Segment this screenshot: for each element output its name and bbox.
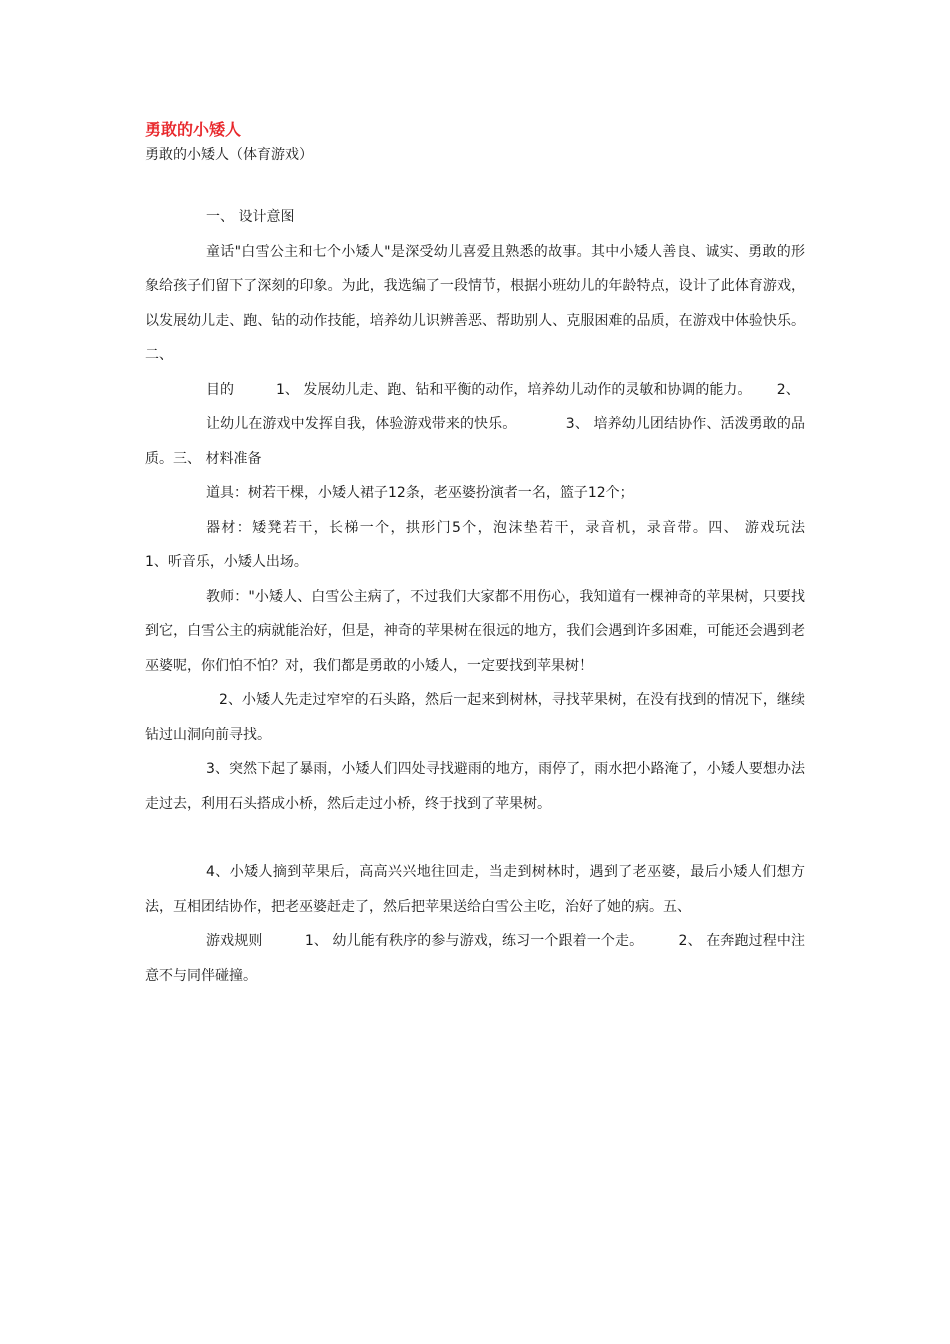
section-heading-design: 一、 设计意图 bbox=[206, 209, 295, 225]
document-title: 勇敢的小矮人 bbox=[145, 120, 242, 139]
paragraph-props: 道具：树若干棵，小矮人裙子12条，老巫婆扮演者一名，篮子12个； bbox=[206, 485, 634, 501]
paragraph-equipment: 器材：矮凳若干，长梯一个，拱形门5个，泡沫垫若干，录音机，录音带。四、 游戏玩法 1、听音乐，小矮人出场。 bbox=[145, 519, 838, 570]
paragraph-teacher-speech: 教师："小矮人、白雪公主病了，不过我们大家都不用伤心，我知道有一棵神奇的苹果树，只要找到它，白雪公主的病就能治好，但是，神奇的苹果树在很远的地方，我们会遇到许多困难，可能还会遇到老巫婆呢，你们怕不怕？对，我们都是勇敢的小矮人，一定要找到苹果树！ bbox=[145, 588, 805, 674]
document-subtitle: 勇敢的小矮人（体育游戏） bbox=[145, 147, 313, 163]
paragraph-rules: 游戏规则 1、 幼儿能有秩序的参与游戏，练习一个跟着一个走。 2、 在奔跑过程中注意不与同伴碰撞。 bbox=[145, 933, 805, 984]
paragraph-step-3: 3、突然下起了暴雨，小矮人们四处寻找避雨的地方，雨停了，雨水把小路淹了，小矮人要想办法走过去，利用石头搭成小桥，然后走过小桥，终于找到了苹果树。 bbox=[145, 761, 805, 812]
paragraph-step-2: 2、小矮人先走过窄窄的石头路，然后一起来到树林，寻找苹果树，在没有找到的情况下，继续钻过山洞向前寻找。 bbox=[145, 692, 805, 743]
document-page bbox=[145, 118, 838, 993]
paragraph-step-4: 4、小矮人摘到苹果后，高高兴兴地往回走，当走到树林时，遇到了老巫婆，最后小矮人们想方法，互相团结协作，把老巫婆赶走了，然后把苹果送给白雪公主吃，治好了她的病。五、 bbox=[145, 864, 805, 915]
paragraph-goals-continued: 让幼儿在游戏中发挥自我，体验游戏带来的快乐。 3、 培养幼儿团结协作、活泼勇敢的品质。三、 材料准备 bbox=[145, 416, 805, 467]
paragraph-design-intent: 童话"白雪公主和七个小矮人"是深受幼儿喜爱且熟悉的故事。其中小矮人善良、诚实、勇敢的形象给孩子们留下了深刻的印象。为此，我选编了一段情节，根据小班幼儿的年龄特点，设计了此体育游戏，以发展幼儿走、跑、钻的动作技能，培养幼儿识辨善恶、帮助别人、克服困难的品质，在游戏中体验快乐。二、 bbox=[145, 243, 805, 363]
paragraph-goals: 目的 1、 发展幼儿走、跑、钻和平衡的动作，培养幼儿动作的灵敏和协调的能力。 2、 bbox=[206, 381, 800, 398]
